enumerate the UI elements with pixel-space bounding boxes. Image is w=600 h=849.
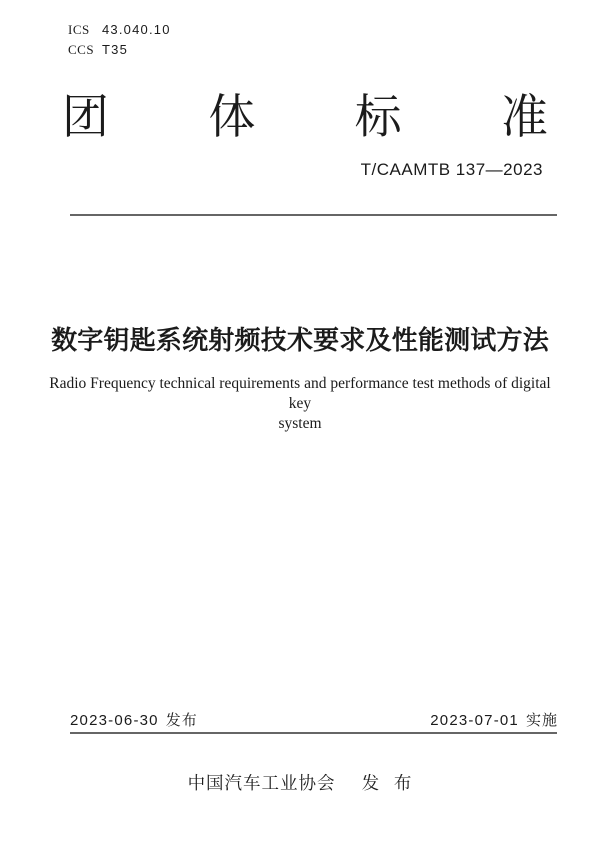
issue-date xyxy=(70,709,198,730)
title-english-line: system xyxy=(278,415,322,432)
ccs-value: T35 xyxy=(102,42,129,57)
title-english-line: Radio Frequency technical requirements and performance test methods of digital key xyxy=(49,375,551,412)
footer-rule xyxy=(70,732,557,734)
doc-type-char: 标 xyxy=(354,90,402,143)
issue-date-value: 2023-06-30 xyxy=(70,712,159,729)
ccs-row xyxy=(68,40,171,60)
doc-type-char: 准 xyxy=(500,90,548,143)
standard-number: T/CAAMTB 137—2023 xyxy=(360,160,543,179)
ics-label: ICS xyxy=(68,22,90,37)
ccs-label: CCS xyxy=(68,42,95,57)
ics-value: 43.040.10 xyxy=(102,22,171,37)
publisher-line xyxy=(0,770,600,795)
publisher-action: 发 布 xyxy=(361,773,413,793)
date-row xyxy=(70,709,558,730)
implement-date-label: 实施 xyxy=(525,712,558,729)
doc-type-char: 体 xyxy=(208,90,256,143)
issue-date-label: 发布 xyxy=(165,712,198,729)
implement-date xyxy=(430,709,558,730)
doc-type-char: 团 xyxy=(62,90,109,143)
implement-date-value: 2023-07-01 xyxy=(430,712,519,729)
classification-block xyxy=(68,20,171,60)
ics-row xyxy=(68,20,171,40)
title-english xyxy=(40,374,560,434)
title-chinese: 数字钥匙系统射频技术要求及性能测试方法 xyxy=(51,325,549,355)
publisher-org: 中国汽车工业协会 xyxy=(187,773,336,793)
document-type-title xyxy=(62,90,548,144)
header-rule xyxy=(70,214,557,216)
